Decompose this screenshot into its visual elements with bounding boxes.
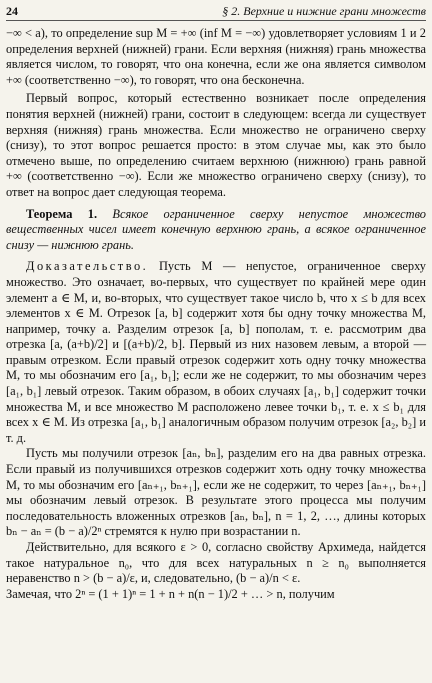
- page-header: [6, 2, 426, 21]
- proof-text: Пусть M — непустое, ограниченное сверху множество. Это означает, во-первых, что существует по крайней мере один элемент a ∈ M, и, во-вторых, что существует такое число b, что x ≤ b для всех элементов x ∈ M. Отрезок [a, b] содержит хотя бы одну точку множества M, например, точку a. Разделим отрезок [a, b] пополам, т. е. рассмотрим два отрезка [a, (a+b)/2] и [(a+b)/2, b]. Первый из них назовем левым, а второй — правым отрезком. Если правый отрезок содержит хоть одну точку множества M, то мы обозначим его [a₁, b₁]; если же не содержит, то мы обозначим через [a₁, b₁] левый отрезок. Таким образом, в обоих случаях [a₁, b₁] содержит точки множества M, и все множество M расположено левее точки b₁, т. е. x ≤ b₁ для всех x ∈ M. Из отрезка [a₁, b₁] аналогичным образом получим отрезок [a₂, b₂] и т. д.: [6, 259, 426, 445]
- theorem-label: Теорема 1.: [26, 206, 98, 221]
- proof-paragraph: [6, 259, 426, 446]
- theorem-statement: Всякое ограниченное сверху непустое множество вещественных чисел имеет конечную верхнюю грань, а всякое ограниченное снизу — нижнюю грань.: [6, 206, 426, 252]
- paragraph-continued: −∞ < a), то определение sup M = +∞ (inf M = −∞) удовлетворяет условиям 1 и 2 определения верхней (нижней) грани. Если верхняя (нижняя) грань множества является числом, то говорят, что она конечна, если же она является символом +∞ (соответственно −∞), то говорят, что она бесконечна.: [6, 26, 426, 87]
- paragraph-question: Первый вопрос, который естественно возникает после определения понятия верхней (нижней) грани, состоит в следующем: всегда ли существует верхняя (нижняя) грань множества. Если множество не ограничено сверху (снизу), то этот вопрос решается просто: в этом случае мы, как это было отмечено выше, по определению считаем верхнюю (нижнюю) грань равной +∞ (соответственно −∞). Если же множество ограничено сверху (снизу), то ответ на вопрос дает следующая теорема.: [6, 91, 426, 199]
- page-body: [6, 26, 426, 602]
- paragraph-archimedes: Действительно, для всякого ε > 0, согласно свойству Архимеда, найдется такое натуральное n₀, что для всех натуральных n ≥ n₀ выполняется неравенство n > (b − a)/ε, и, следовательно, (b − a)/n < ε.: [6, 540, 426, 586]
- theorem-1: [6, 207, 426, 254]
- page-number: 24: [6, 4, 18, 18]
- proof-label: Доказательство.: [26, 259, 149, 274]
- paragraph-bisection: Пусть мы получили отрезок [aₙ, bₙ], разделим его на два равных отрезка. Если правый из получившихся отрезков содержит хоть одну точку множества M, то мы обозначим его [aₙ₊₁, bₙ₊₁], если же не содержит, то через [aₙ₊₁, bₙ₊₁] мы обозначим левый отрезок. В результате этого процесса мы получим последовательность вложенных отрезков [aₙ, bₙ], n = 1, 2, …, длины которых bₙ − aₙ = (b − a)/2ⁿ стремятся к нулю при возрастании n.: [6, 446, 426, 539]
- running-title: § 2. Верхние и нижние грани множеств: [222, 4, 426, 18]
- paragraph-remark: Замечая, что 2ⁿ = (1 + 1)ⁿ = 1 + n + n(n − 1)/2 + … > n, получим: [6, 586, 335, 601]
